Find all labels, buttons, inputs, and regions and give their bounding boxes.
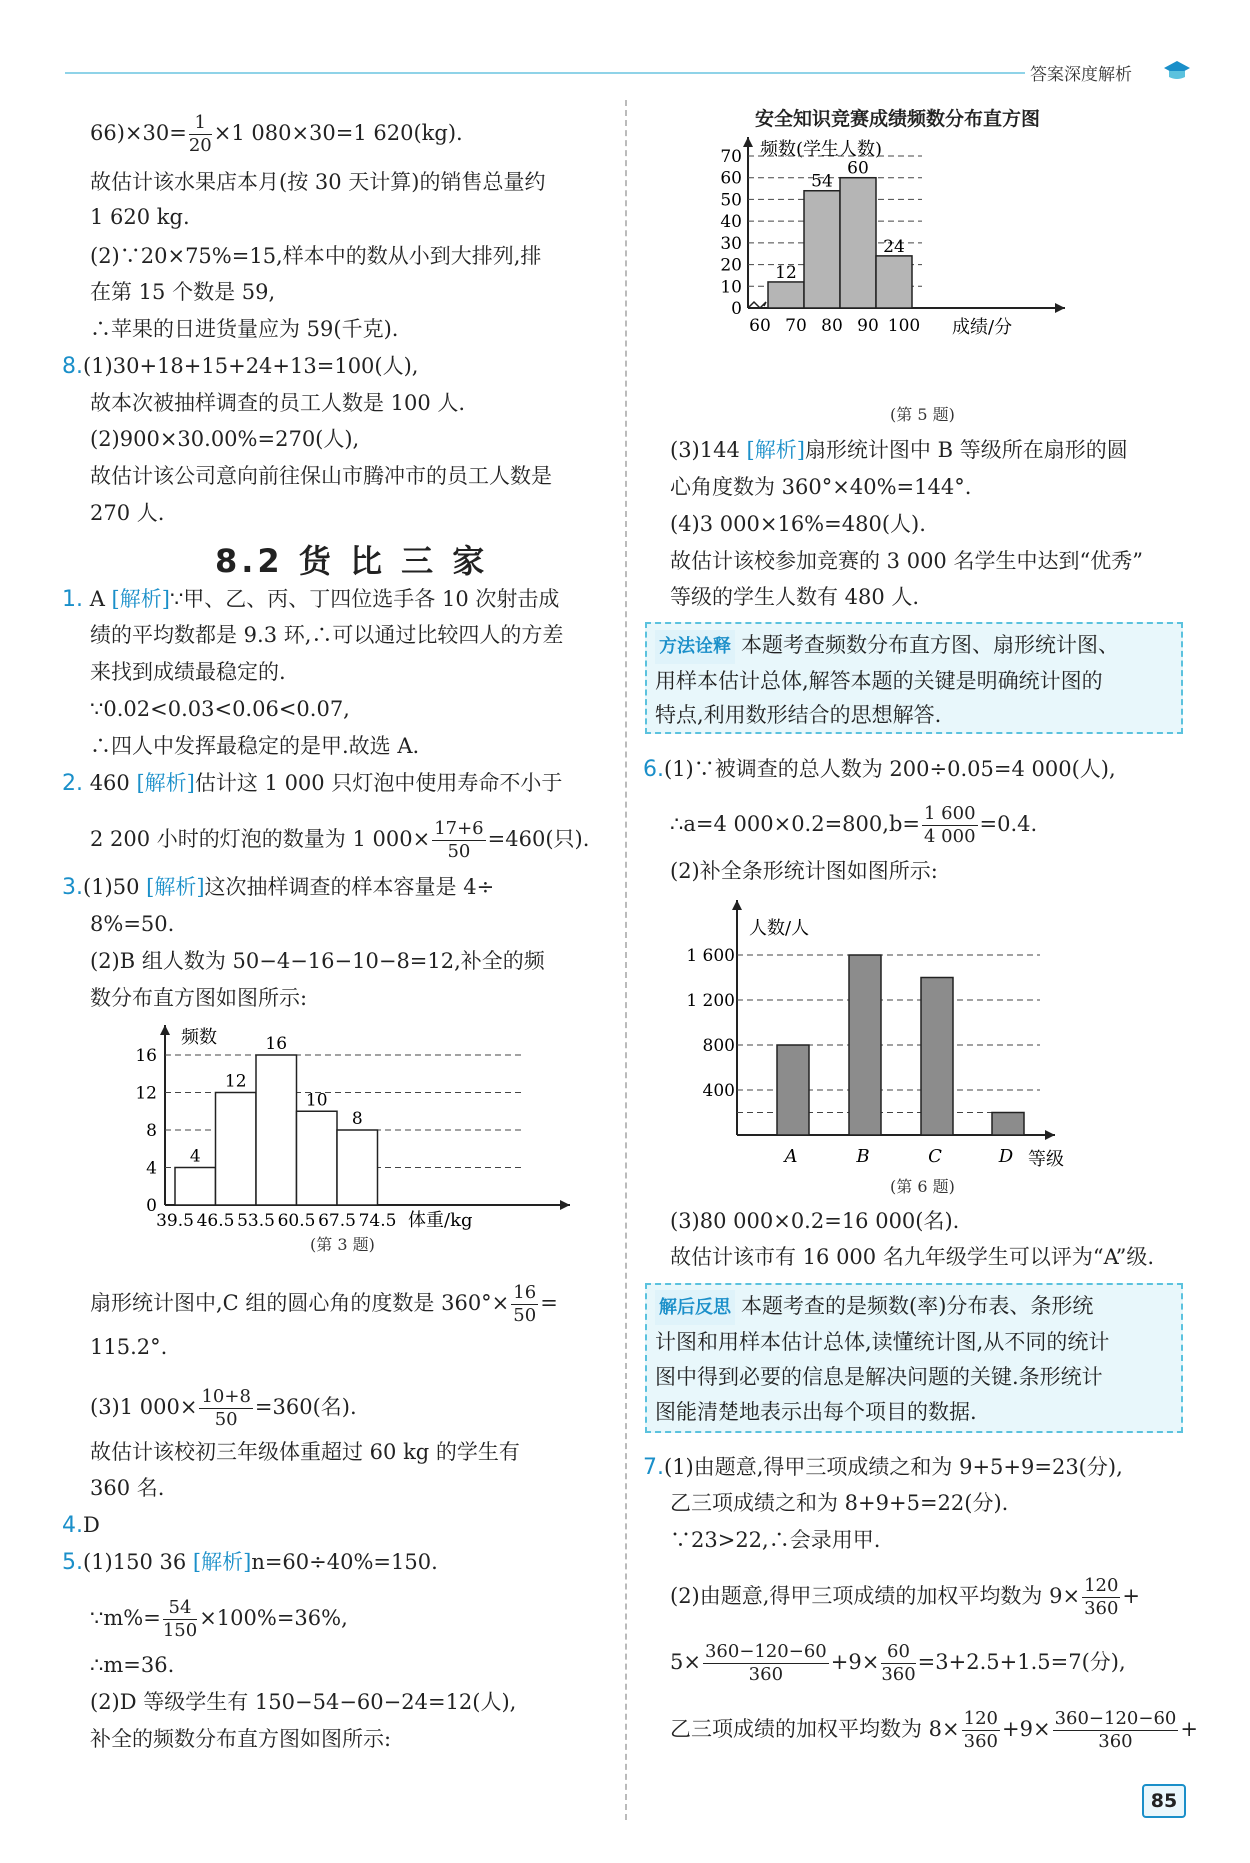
q7-line-6: 乙三项成绩的加权平均数为 8× $\frac{120}{360}$ +9× $\frac{360-120-60}{360}$ +: [670, 1708, 1198, 1752]
x-tick-label: D: [998, 1146, 1014, 1167]
bar-value-label: 54: [811, 171, 833, 192]
y-tick-label: 1 600: [686, 946, 735, 966]
x-tick-label: 60: [749, 316, 771, 336]
q3-line-3: (2)B 组人数为 50−4−16−10−8=12,补全的频: [90, 949, 545, 973]
q8-line-5: 270 人.: [90, 501, 165, 525]
bar: [216, 1093, 257, 1206]
graduation-cap-icon: [1163, 58, 1191, 82]
bar-value-label: 4: [189, 1146, 201, 1167]
q3-line-9: 360 名.: [90, 1476, 165, 1500]
box1-line-1: 方法诠释 本题考查频数分布直方图、扇形统计图、: [655, 628, 1173, 664]
bar: [876, 256, 912, 308]
q5-line-4: (2)D 等级学生有 150−54−60−24=12(人),: [90, 1690, 517, 1714]
bar: [840, 178, 876, 308]
x-axis-label: 体重/kg: [408, 1210, 473, 1231]
box1-line-3: 特点,利用数形结合的思想解答.: [655, 703, 942, 727]
box1-line-2: 用样本估计总体,解答本题的关键是明确统计图的: [655, 669, 1103, 693]
x-tick-label: 53.5: [237, 1211, 275, 1231]
bar: [175, 1168, 216, 1206]
q8-line-3: (2)900×30.00%=270(人),: [90, 427, 360, 451]
question-2: 2. 460 [解析]估计这 1 000 只灯泡中使用寿命不小于: [62, 771, 563, 796]
page-number: 85: [1142, 1784, 1186, 1818]
y-axis-arrow: [160, 1025, 170, 1035]
x-tick-label: 46.5: [196, 1211, 235, 1231]
chart-q5-histogram: [720, 132, 1100, 402]
q7-line-3: ∵23>22,∴会录用甲.: [670, 1528, 881, 1552]
q3-caption: (第 3 题): [310, 1235, 375, 1254]
q6-line-2: ∴a=4 000×0.2=800,b= $\frac{1 600}{4 000}$ =0.4.: [670, 803, 1038, 847]
bar: [849, 955, 881, 1135]
x-tick-label: 70: [785, 316, 807, 336]
left-line-4: (2)∵20×75%=15,样本中的数从小到大排列,排: [90, 244, 542, 268]
box2-line-1: 解后反思 本题考查的是频数(率)分布表、条形统: [655, 1289, 1173, 1325]
q5-line-7: 心角度数为 360°×40%=144°.: [670, 475, 972, 499]
bar: [337, 1130, 378, 1205]
q1-line-4: ∵0.02<0.03<0.06<0.07,: [90, 697, 350, 721]
q7-line-2: 乙三项成绩之和为 8+9+5=22(分).: [670, 1491, 1009, 1515]
y-axis-label: 频数(学生人数): [760, 139, 883, 160]
left-line-6: ∴苹果的日进货量应为 59(千克).: [90, 317, 399, 341]
header-title: 答案深度解析: [1030, 65, 1132, 85]
box2-line-2: 计图和用样本估计总体,读懂统计图,从不同的统计: [655, 1330, 1110, 1354]
y-tick-label: 8: [146, 1121, 157, 1141]
left-line-3: 1 620 kg.: [90, 205, 190, 229]
y-axis-arrow: [732, 900, 742, 910]
question-3: 3.(1)50 [解析]这次抽样调查的样本容量是 4÷: [62, 875, 495, 900]
y-tick-label: 10: [720, 277, 742, 298]
x-tick-label: A: [784, 1146, 798, 1167]
q6-caption: (第 6 题): [890, 1177, 955, 1196]
header-rule: [65, 72, 1025, 74]
y-tick-label: 40: [720, 212, 742, 233]
y-tick-label: 70: [720, 147, 742, 167]
y-axis-label: 频数: [181, 1027, 217, 1048]
q5-line-6: (3)144 [解析]扇形统计图中 B 等级所在扇形的圆: [670, 438, 1128, 462]
y-tick-label: 12: [135, 1083, 157, 1104]
box2-line-4: 图能清楚地表示出每个项目的数据.: [655, 1400, 977, 1424]
x-axis-arrow: [1045, 1130, 1055, 1140]
bar-value-label: 12: [224, 1071, 247, 1092]
bar-value-label: 8: [351, 1109, 363, 1129]
bar: [297, 1111, 338, 1205]
q5-line-5: 补全的频数分布直方图如图所示:: [90, 1727, 392, 1751]
bar: [992, 1113, 1024, 1136]
bar-value-label: 10: [305, 1090, 328, 1111]
q3-line-2: 8%=50.: [90, 912, 175, 936]
question-4: 4.D: [62, 1513, 100, 1538]
x-tick-label: 90: [857, 316, 879, 336]
question-1: 1. A [解析]∵甲、乙、丙、丁四位选手各 10 次射击成: [62, 587, 560, 612]
method-note-box: [645, 622, 1183, 734]
x-tick-label: 80: [821, 316, 843, 336]
x-tick-label: 60.5: [277, 1211, 316, 1231]
y-tick-label: 800: [702, 1036, 735, 1056]
q3-line-5: 扇形统计图中,C 组的圆心角的度数是 360°× $\frac{16}{50}$ =: [90, 1282, 558, 1326]
y-tick-label: 4: [146, 1158, 157, 1179]
x-tick-label: 39.5: [156, 1211, 194, 1231]
q5-caption: (第 5 题): [890, 405, 955, 424]
bar: [777, 1045, 809, 1135]
q6-line-3: (2)补全条形统计图如图所示:: [670, 859, 938, 883]
x-axis-arrow: [560, 1200, 570, 1210]
question-7: 7.(1)由题意,得甲三项成绩之和为 9+5+9=23(分),: [643, 1455, 1123, 1480]
left-line-2: 故估计该水果店本月(按 30 天计算)的销售总量约: [90, 170, 546, 194]
q6-line-4: (3)80 000×0.2=16 000(名).: [670, 1209, 960, 1233]
x-axis-label: 等级: [1028, 1149, 1064, 1170]
y-tick-label: 50: [720, 190, 742, 211]
q1-line-3: 来找到成绩最稳定的.: [90, 660, 286, 684]
y-tick-label: 0: [731, 299, 742, 319]
q7-line-4: (2)由题意,得甲三项成绩的加权平均数为 9× $\frac{120}{360}$ +: [670, 1575, 1141, 1619]
y-tick-label: 20: [720, 255, 742, 276]
x-tick-label: C: [928, 1146, 942, 1167]
x-axis-arrow: [1055, 303, 1065, 313]
y-tick-label: 0: [146, 1196, 157, 1216]
q5-line-8: (4)3 000×16%=480(人).: [670, 512, 926, 536]
question-6: 6.(1)∵被调查的总人数为 200÷0.05=4 000(人),: [643, 757, 1116, 782]
box2-line-3: 图中得到必要的信息是解决问题的关键.条形统计: [655, 1365, 1103, 1389]
chart-q3-histogram: [130, 1015, 590, 1230]
section-title: 8.2 货 比 三 家: [215, 542, 489, 580]
q3-line-6: 115.2°.: [90, 1335, 168, 1359]
q5-line-3: ∴m=36.: [90, 1653, 175, 1677]
bar: [804, 191, 840, 308]
q1-line-5: ∴四人中发挥最稳定的是甲.故选 A.: [90, 734, 420, 758]
bar: [768, 282, 804, 308]
bar-value-label: 60: [847, 158, 869, 179]
q5-line-2: ∵m%= $\frac{54}{150}$ ×100%=36%,: [90, 1597, 348, 1641]
chart-q6-bar: [686, 895, 1170, 1170]
q3-line-4: 数分布直方图如图所示:: [90, 986, 308, 1010]
q5-chart-title: 安全知识竞赛成绩频数分布直方图: [755, 108, 1041, 130]
y-tick-label: 400: [702, 1081, 735, 1101]
y-axis-label: 人数/人: [749, 918, 810, 939]
q5-line-9: 故估计该校参加竞赛的 3 000 名学生中达到“优秀”: [670, 549, 1143, 573]
x-tick-label: 74.5: [358, 1211, 397, 1231]
q3-line-8: 故估计该校初三年级体重超过 60 kg 的学生有: [90, 1440, 520, 1464]
q6-line-5: 故估计该市有 16 000 名九年级学生可以评为“A”级.: [670, 1245, 1155, 1269]
q8-line-4: 故估计该公司意向前往保山市腾冲市的员工人数是: [90, 464, 552, 488]
y-tick-label: 1 200: [686, 991, 735, 1011]
bar-value-label: 12: [775, 262, 797, 283]
y-tick-label: 60: [720, 168, 742, 189]
y-axis-arrow: [743, 137, 753, 147]
x-tick-label: B: [856, 1146, 870, 1167]
x-axis-label: 成绩/分: [952, 317, 1013, 338]
question-8: 8.(1)30+18+15+24+13=100(人),: [62, 354, 419, 379]
y-tick-label: 16: [135, 1046, 157, 1066]
x-tick-label: 67.5: [318, 1211, 356, 1231]
bar-value-label: 24: [883, 236, 905, 257]
q7-line-5: 5× $\frac{360-120-60}{360}$ +9× $\frac{60}{360}$ =3+2.5+1.5=7(分),: [670, 1641, 1126, 1685]
bar: [921, 978, 953, 1136]
left-line-5: 在第 15 个数是 59,: [90, 280, 276, 304]
q2-line-2: 2 200 小时的灯泡的数量为 1 000× $\frac{17+6}{50}$ =460(只).: [90, 818, 590, 862]
left-line-1: 66)×30= $\frac{1}{20}$ ×1 080×30=1 620(kg).: [90, 112, 463, 156]
q3-line-7: (3)1 000× $\frac{10+8}{50}$ =360(名).: [90, 1386, 357, 1430]
x-tick-label: 100: [887, 316, 921, 336]
column-divider: [625, 100, 627, 1820]
q8-line-2: 故本次被抽样调查的员工人数是 100 人.: [90, 391, 466, 415]
q1-line-2: 绩的平均数都是 9.3 环,∴可以通过比较四人的方差: [90, 623, 564, 647]
question-5: 5.(1)150 36 [解析]n=60÷40%=150.: [62, 1550, 438, 1575]
y-tick-label: 30: [720, 233, 742, 254]
bar-value-label: 16: [265, 1034, 288, 1054]
bar: [256, 1055, 297, 1205]
q5-line-10: 等级的学生人数有 480 人.: [670, 585, 920, 609]
reflection-note-box: [645, 1283, 1183, 1433]
